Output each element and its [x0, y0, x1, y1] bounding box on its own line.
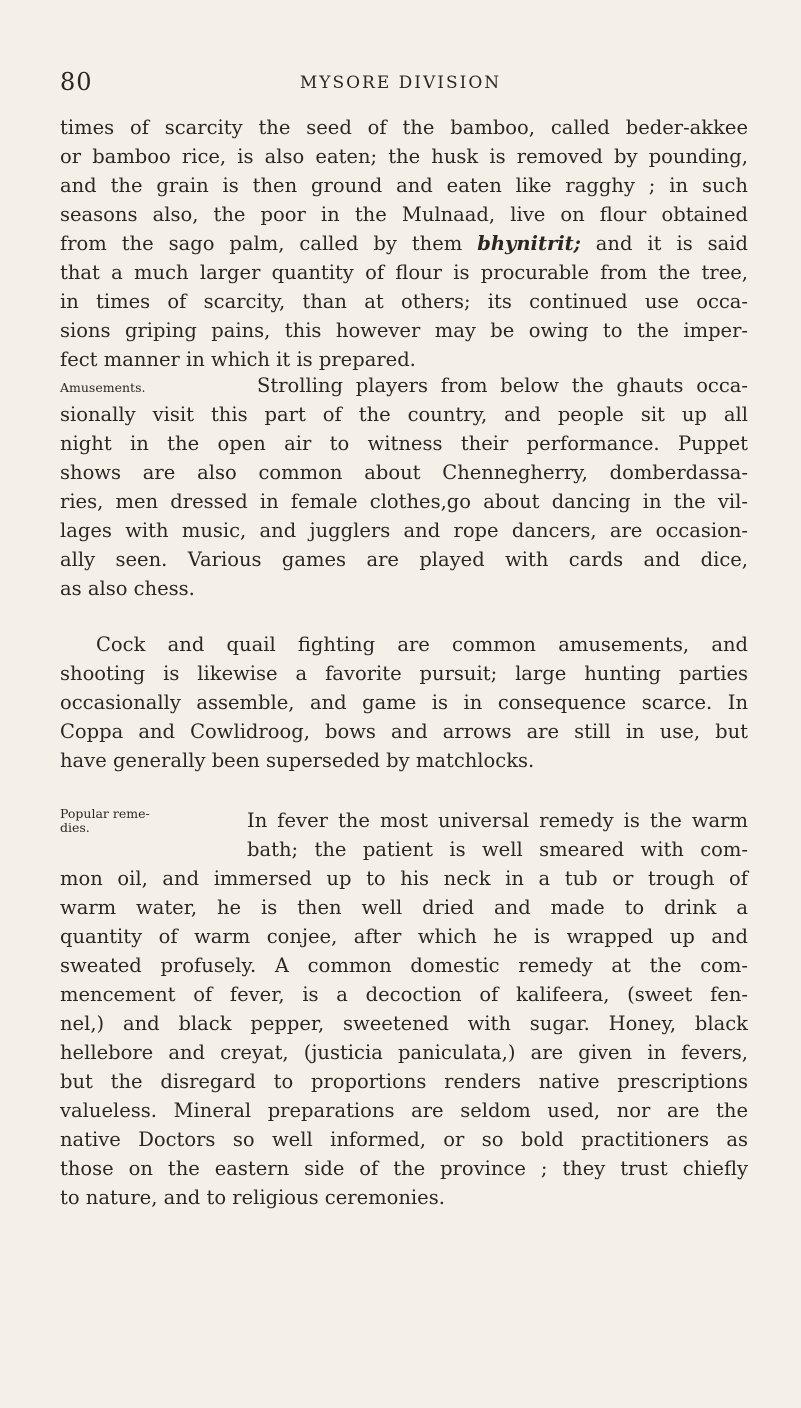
text-line: fect manner in which it is prepared.: [60, 348, 416, 371]
paragraph-amusements: [60, 371, 748, 603]
text-line: seasons also, the poor in the Mulnaad, live on flour obtained: [60, 203, 748, 226]
page-number: 80: [60, 68, 93, 96]
side-note-line: Popular reme-: [60, 806, 150, 821]
paragraph-scarcity: [60, 113, 748, 374]
paragraph-sports: [60, 630, 748, 775]
text-line: mon oil, and immersed up to his neck in a tub or trough of: [60, 867, 748, 890]
text-line: lages with music, and jugglers and rope dancers, are occasion-: [60, 519, 748, 542]
text-line: bath; the patient is well smeared with com-: [247, 838, 748, 861]
text-line: to nature, and to religious ceremonies.: [60, 1186, 445, 1209]
text-line: or bamboo rice, is also eaten; the husk is removed by pounding,: [60, 145, 748, 168]
text-segment: and it is said: [580, 232, 749, 255]
text-line: as also chess.: [60, 577, 195, 600]
text-line: nel,) and black pepper, sweetened with sugar. Honey, black: [60, 1012, 748, 1035]
text-line: ally seen. Various games are played with cards and dice,: [60, 548, 748, 571]
text-line: valueless. Mineral preparations are seldom used, nor are the: [60, 1099, 748, 1122]
text-segment: from the sago palm, called by them: [60, 232, 478, 255]
text-line: Cock and quail fighting are common amusements, and: [96, 633, 748, 656]
text-line: shows are also common about Chennegherry, domberdassa-: [60, 461, 748, 484]
text-line: quantity of warm conjee, after which he is wrapped up and: [60, 925, 748, 948]
text-line: mencement of fever, is a decoction of kalifeera, (sweet fen-: [60, 983, 748, 1006]
paragraph-remedies: [60, 806, 748, 1212]
side-note-line: dies.: [60, 820, 90, 835]
text-line: hellebore and creyat, (justicia paniculata,) are given in fevers,: [60, 1041, 748, 1064]
text-line: shooting is likewise a favorite pursuit; large hunting parties: [60, 662, 748, 685]
italic-term: bhynitrit;: [477, 232, 581, 255]
text-line: In fever the most universal remedy is the warm: [247, 809, 748, 832]
text-line: Coppa and Cowlidroog, bows and arrows are still in use, but: [60, 720, 748, 743]
text-line: occasionally assemble, and game is in consequence scarce. In: [60, 691, 748, 714]
text-line: but the disregard to proportions renders native prescriptions: [60, 1070, 748, 1093]
text-line: night in the open air to witness their performance. Puppet: [60, 432, 748, 455]
text-line: [60, 229, 748, 258]
text-line: times of scarcity the seed of the bamboo, called beder-akkee: [60, 116, 748, 139]
text-line: sionally visit this part of the country, and people sit up all: [60, 403, 748, 426]
text-line: sions griping pains, this however may be owing to the imper-: [60, 319, 748, 342]
text-line: have generally been superseded by matchlocks.: [60, 749, 535, 772]
text-line: and the grain is then ground and eaten like ragghy ; in such: [60, 174, 748, 197]
text-line: those on the eastern side of the province ; they trust chiefly: [60, 1157, 748, 1180]
text-line: warm water, he is then well dried and made to drink a: [60, 896, 748, 919]
text-line: sweated profusely. A common domestic remedy at the com-: [60, 954, 748, 977]
text-line: native Doctors so well informed, or so bold practitioners as: [60, 1128, 748, 1151]
text-line: ries, men dressed in female clothes,go about dancing in the vil-: [60, 490, 748, 513]
text-line: Strolling players from below the ghauts occa-: [257, 374, 748, 397]
side-note-amusements: Amusements.: [60, 380, 146, 395]
text-line: that a much larger quantity of flour is procurable from the tree,: [60, 261, 748, 284]
text-line: in times of scarcity, than at others; its continued use occa-: [60, 290, 748, 313]
running-head: MYSORE DIVISION: [299, 73, 502, 93]
